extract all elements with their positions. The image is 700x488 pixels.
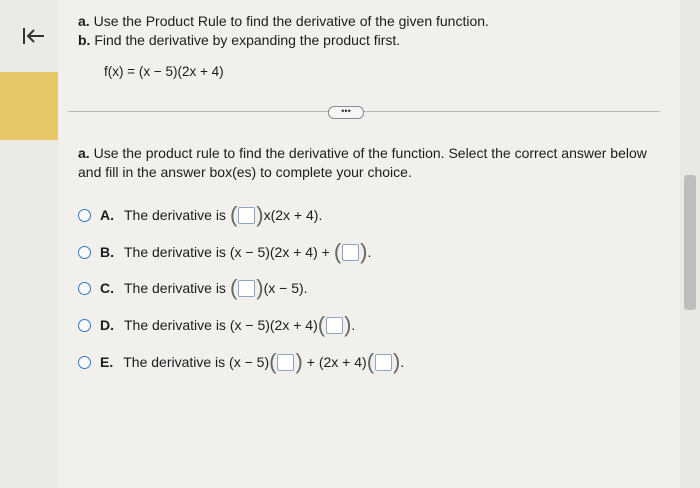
radio-c[interactable]	[78, 282, 91, 295]
radio-e[interactable]	[78, 356, 91, 369]
current-question-marker	[0, 72, 58, 140]
option-a[interactable]: A. The derivative is ( ) x(2x + 4).	[78, 206, 322, 224]
option-e[interactable]: E. The derivative is (x − 5) ( ) + (2x + 4) ( ) .	[78, 353, 404, 371]
divider	[68, 111, 660, 112]
scrollbar-thumb[interactable]	[684, 175, 696, 310]
arrow-left-bar-icon	[18, 22, 48, 52]
answer-box-a1[interactable]	[238, 207, 255, 224]
instructions	[78, 12, 489, 50]
option-d[interactable]: D. The derivative is (x − 5)(2x + 4) ( ) .	[78, 316, 355, 334]
option-b[interactable]: B. The derivative is (x − 5)(2x + 4) + ( ) .	[78, 243, 371, 261]
answer-box-c1[interactable]	[238, 280, 255, 297]
question-prompt: a. Use the product rule to find the derivative of the function. Select the correct answer below and fill in the answer box(es) to complete your choice.	[78, 145, 647, 180]
answer-box-e1[interactable]	[277, 354, 294, 371]
option-c[interactable]: C. The derivative is ( ) (x − 5).	[78, 279, 308, 297]
radio-d[interactable]	[78, 319, 91, 332]
more-button[interactable]: •••	[328, 106, 364, 119]
radio-a[interactable]	[78, 209, 91, 222]
answer-box-d1[interactable]	[326, 317, 343, 334]
function-expression: f(x) = (x − 5)(2x + 4)	[104, 64, 224, 79]
radio-b[interactable]	[78, 246, 91, 259]
back-to-start-button[interactable]	[18, 22, 48, 52]
answer-box-e2[interactable]	[375, 354, 392, 371]
instruction-a: a. Use the Product Rule to find the derivative of the given function.	[78, 13, 489, 29]
instruction-b: b. Find the derivative by expanding the product first.	[78, 32, 401, 48]
answer-box-b1[interactable]	[342, 244, 359, 261]
question-panel	[58, 0, 678, 488]
